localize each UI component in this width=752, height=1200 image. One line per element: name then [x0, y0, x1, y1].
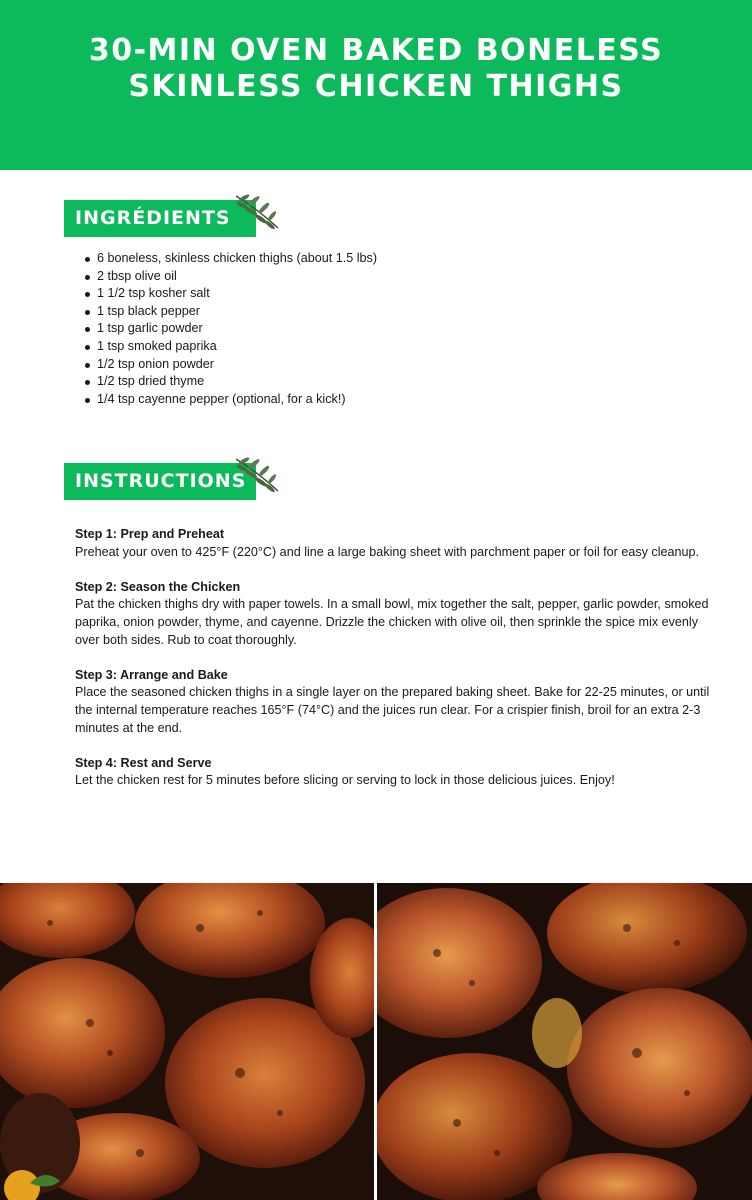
chicken-photo-left: [0, 883, 374, 1200]
list-item: 1 tsp black pepper: [97, 303, 377, 321]
list-item: 1 1/2 tsp kosher salt: [97, 285, 377, 303]
step-3: [75, 667, 715, 737]
step-4: [75, 755, 715, 790]
page-title: [0, 33, 752, 105]
step-text: Let the chicken rest for 5 minutes before slicing or serving to lock in those delicious juices. Enjoy!: [75, 773, 615, 788]
step-2: [75, 579, 715, 649]
step-text: Place the seasoned chicken thighs in a single layer on the prepared baking sheet. Bake for 22-25 minutes, or until the internal temperature reaches 165°F (74°C) and the juices run clear. For a crispier finish, broil for an extra 2-3 minutes at the end.: [75, 685, 710, 735]
list-item: 1 tsp garlic powder: [97, 320, 377, 338]
list-item: 2 tbsp olive oil: [97, 268, 377, 286]
list-item: 1 tsp smoked paprika: [97, 338, 377, 356]
ingredients-heading: INGRÉDIENTS: [64, 200, 256, 237]
step-1: [75, 526, 715, 561]
step-title: Step 1: Prep and Preheat: [75, 527, 225, 541]
chicken-photo-right: [377, 883, 752, 1200]
herb-sprig-icon: [230, 190, 284, 234]
list-item: 1/4 tsp cayenne pepper (optional, for a kick!): [97, 391, 377, 409]
step-text: Preheat your oven to 425°F (220°C) and line a large baking sheet with parchment paper or foil for easy cleanup.: [75, 544, 700, 559]
step-title: Step 2: Season the Chicken: [75, 579, 241, 594]
ingredients-list: [75, 250, 377, 408]
step-text: Pat the chicken thighs dry with paper towels. In a small bowl, mix together the salt, pepper, garlic powder, smoked paprika, onion powder, thyme, and cayenne. Drizzle the chicken with olive oil, then sprinkle the spice mix evenly over both sides. Rub to coat thoroughly.: [75, 597, 709, 647]
step-title: Step 3: Arrange and Bake: [75, 667, 228, 682]
herb-sprig-icon: [230, 453, 284, 497]
step-title: Step 4: Rest and Serve: [75, 755, 212, 770]
list-item: 6 boneless, skinless chicken thighs (about 1.5 lbs): [97, 250, 377, 268]
photo-strip: [0, 883, 752, 1200]
list-item: 1/2 tsp dried thyme: [97, 373, 377, 391]
list-item: 1/2 tsp onion powder: [97, 356, 377, 374]
title-line-1: 30-MIN OVEN BAKED BONELESS: [88, 33, 664, 68]
title-line-2: SKINLESS CHICKEN THIGHS: [128, 69, 624, 104]
title-banner: [0, 0, 752, 170]
instructions-heading: INSTRUCTIONS: [64, 463, 256, 500]
instructions-steps: [75, 526, 715, 808]
